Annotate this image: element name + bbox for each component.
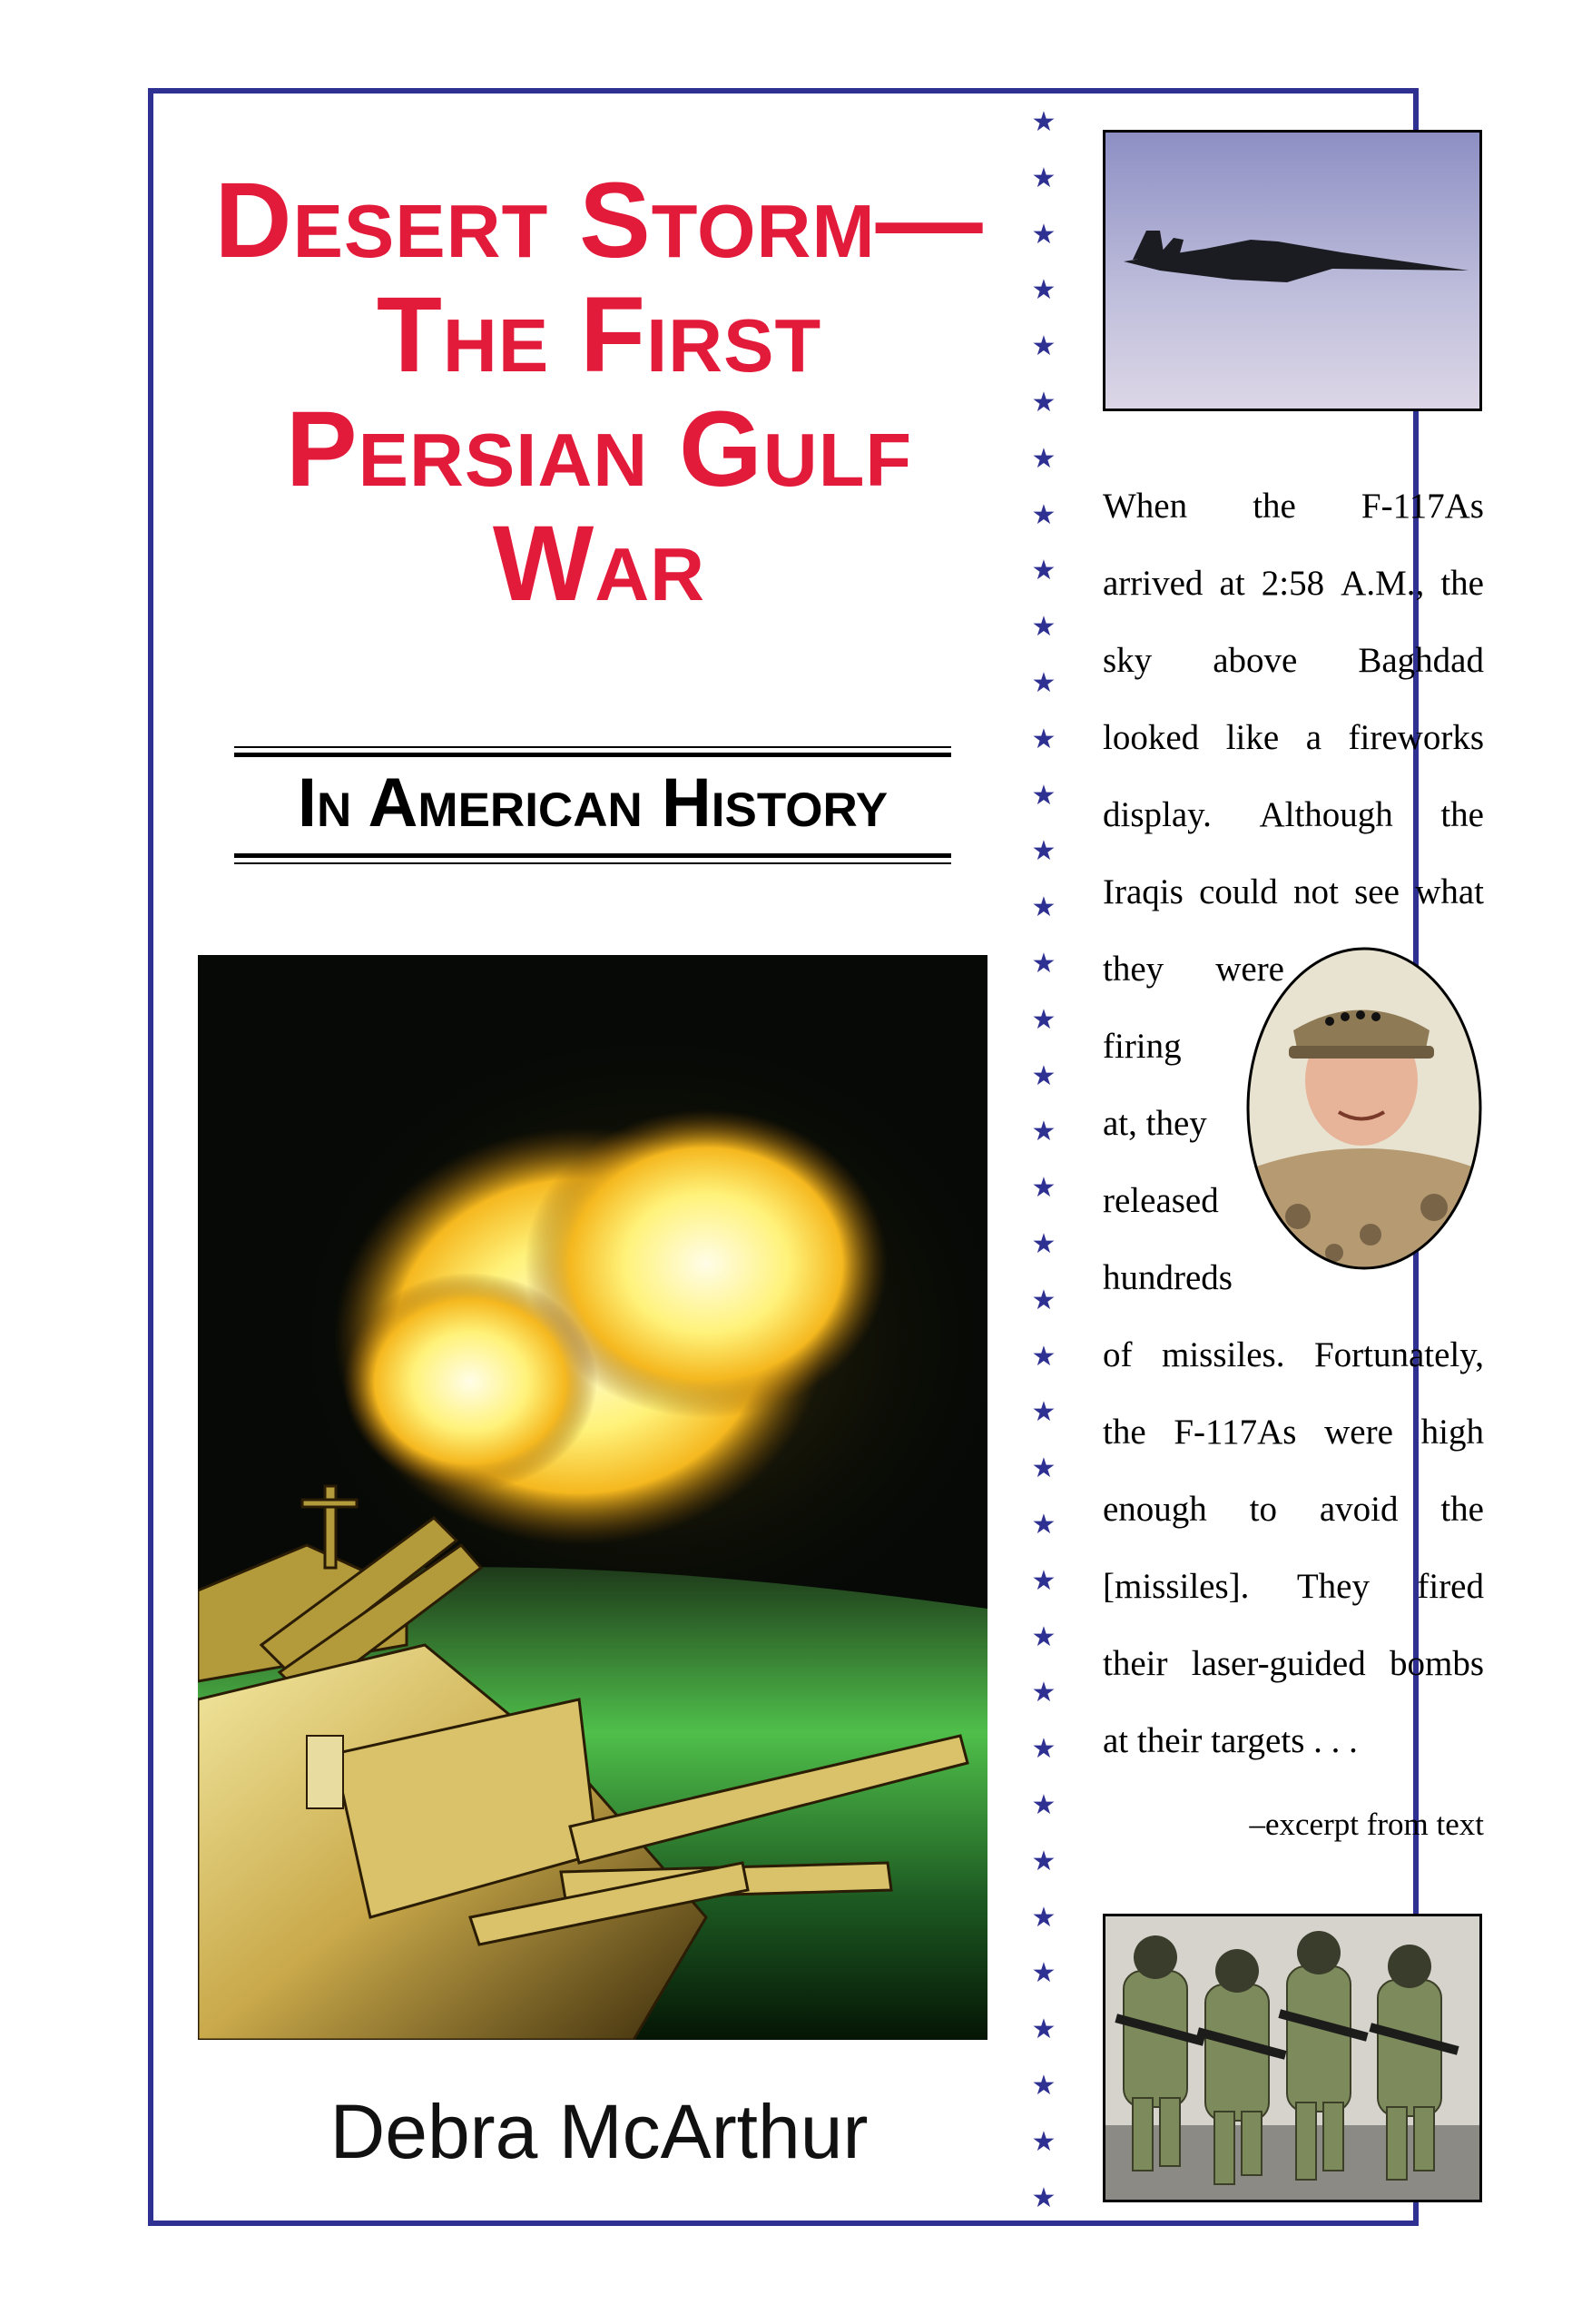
star-icon: ★ — [1031, 1340, 1056, 1373]
excerpt-line: When the F-117As — [1103, 487, 1484, 526]
series-subtitle: In American History — [297, 764, 889, 842]
battleship-firing-photo — [198, 955, 987, 2040]
star-icon: ★ — [1031, 1620, 1056, 1653]
title-line: Persian Gulf — [285, 389, 913, 509]
excerpt-line: firing — [1103, 1027, 1182, 1066]
excerpt-line: hundreds — [1103, 1258, 1233, 1297]
excerpt-credit: –excerpt from text — [1249, 1807, 1484, 1842]
star-icon: ★ — [1031, 891, 1056, 924]
title-line: Desert Storm— — [214, 161, 984, 281]
stealth-fighter-photo — [1103, 130, 1482, 411]
soldiers-gas-masks-photo — [1103, 1914, 1482, 2202]
star-icon: ★ — [1031, 555, 1056, 587]
star-icon: ★ — [1031, 1733, 1056, 1766]
star-icon: ★ — [1031, 1003, 1056, 1036]
star-icon: ★ — [1031, 1396, 1056, 1429]
star-icon: ★ — [1031, 1452, 1056, 1485]
excerpt-line: at, they — [1103, 1104, 1207, 1143]
excerpt-line: sky above Baghdad — [1103, 641, 1484, 680]
star-icon: ★ — [1031, 387, 1056, 419]
star-icon: ★ — [1031, 442, 1056, 475]
star-icon: ★ — [1031, 1228, 1056, 1260]
subtitle-bottom-rule — [234, 853, 951, 864]
star-icon: ★ — [1031, 835, 1056, 868]
star-icon: ★ — [1031, 1509, 1056, 1541]
excerpt-line: the F-117As were high — [1103, 1413, 1484, 1452]
star-icon: ★ — [1031, 1957, 1056, 1990]
star-icon: ★ — [1031, 1284, 1056, 1316]
star-icon: ★ — [1031, 498, 1056, 531]
title-line: The First — [376, 275, 822, 395]
star-icon: ★ — [1031, 2070, 1056, 2102]
star-column — [1026, 106, 1071, 2215]
star-icon: ★ — [1031, 1564, 1056, 1597]
title-line: War — [492, 504, 706, 624]
star-icon: ★ — [1031, 106, 1056, 138]
star-icon: ★ — [1031, 2014, 1056, 2046]
subtitle-top-rule — [234, 746, 951, 757]
excerpt-line: arrived at 2:58 A.M., the — [1103, 564, 1484, 603]
general-portrait-photo — [1243, 944, 1485, 1273]
star-icon: ★ — [1031, 1172, 1056, 1205]
author-name: Debra McArthur — [329, 2089, 869, 2174]
excerpt-line: released — [1103, 1181, 1219, 1220]
star-icon: ★ — [1031, 274, 1056, 307]
star-icon: ★ — [1031, 1059, 1056, 1092]
star-icon: ★ — [1031, 2125, 1056, 2158]
star-icon: ★ — [1031, 2181, 1056, 2214]
star-icon: ★ — [1031, 1677, 1056, 1709]
star-icon: ★ — [1031, 611, 1056, 644]
excerpt-line: enough to avoid the — [1103, 1490, 1484, 1529]
excerpt-line: their laser-guided bombs — [1103, 1644, 1484, 1683]
excerpt-line: they were — [1103, 950, 1284, 989]
star-icon: ★ — [1031, 1901, 1056, 1934]
excerpt-line: at their targets . . . — [1103, 1721, 1358, 1760]
excerpt-line: Iraqis could not see what — [1103, 872, 1484, 911]
excerpt-line: [missiles]. They fired — [1103, 1567, 1484, 1606]
excerpt-line: looked like a fireworks — [1103, 718, 1484, 757]
star-icon: ★ — [1031, 218, 1056, 251]
excerpt-line: of missiles. Fortunately, — [1103, 1335, 1484, 1374]
star-icon: ★ — [1031, 162, 1056, 194]
star-icon: ★ — [1031, 948, 1056, 980]
star-icon: ★ — [1031, 1116, 1056, 1148]
star-icon: ★ — [1031, 667, 1056, 699]
star-icon: ★ — [1031, 1789, 1056, 1821]
star-icon: ★ — [1031, 330, 1056, 363]
star-icon: ★ — [1031, 779, 1056, 812]
book-title — [163, 161, 1035, 624]
star-icon: ★ — [1031, 723, 1056, 755]
excerpt-line: display. Although the — [1103, 795, 1484, 834]
star-icon: ★ — [1031, 1845, 1056, 1877]
